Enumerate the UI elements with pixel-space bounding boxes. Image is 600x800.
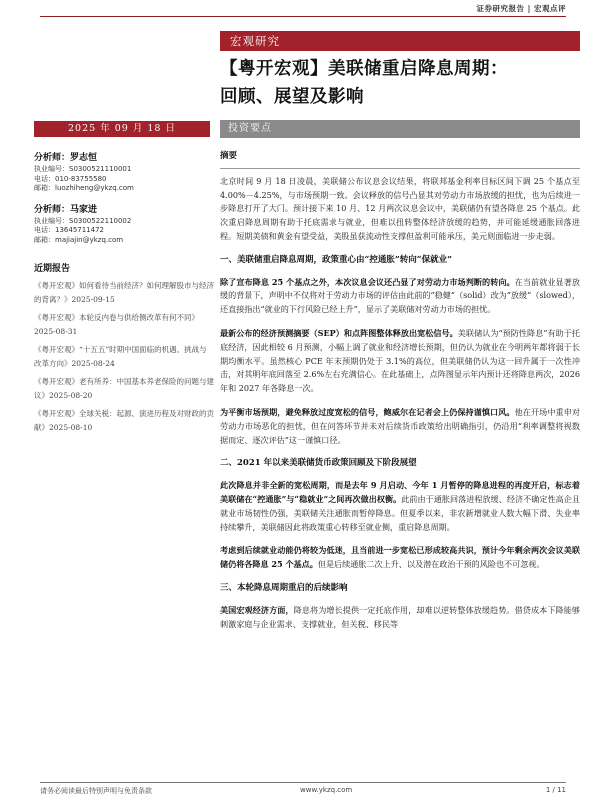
report-date: 2025 年 09 月 18 日	[34, 121, 210, 137]
header-divider	[40, 16, 566, 17]
body-paragraph	[220, 479, 580, 534]
paragraph-text: 美联储认为“预防性降息”有助于托底经济，因此相较 6 月预测，小幅上调了就业和经济增长预期，但仍认为就业在今明两年都将弱于长期均衡水平。虽然核心 PCE 年末预期仍处于 3.1%的高位，但美联储仍认为这一回升属于一次性冲击，对其明年底回落至 2.6%左右充满信心。在此基础上，点阵图显示年内预计还将降息两次，2026 年和 2027 年各降息一次。	[220, 327, 581, 394]
paragraph-text: 此前由于通胀回落进程放缓、经济不确定性高企且就业市场韧性仍强，美联储关注通胀而暂停降息。但夏季以来，非农新增就业人数大幅下滑、失业率持续攀升，美联储因此将政策重心转移至就业侧，重启降息周期。	[220, 493, 580, 532]
recent-report-link[interactable]: 《粤开宏观》如何看待当前经济？如何理解股市与经济的背离？》2025-09-15	[34, 281, 214, 304]
body-paragraph	[220, 604, 580, 632]
title-block	[220, 31, 580, 111]
page-footer	[40, 782, 566, 796]
main-content	[220, 150, 580, 641]
recent-reports-heading: 近期报告	[34, 264, 71, 274]
sidebar	[34, 150, 214, 439]
key-point: 除了宣布降息 25 个基点之外，本次议息会议还凸显了对劳动力市场判断的转向。	[220, 276, 515, 287]
analyst-card	[34, 150, 214, 194]
paragraph-text: 他在开场中重申对劳动力市场恶化的担忧，但在问答环节并未对后续货币政策给出明确指引，仍沿用“利率调整将视数据而定、逐次评估”这一谨慎口径。	[220, 406, 580, 445]
disclaimer-note: 请务必阅读最后特别声明与免责条款	[40, 787, 152, 795]
analyst-email[interactable]: 邮箱：luozhiheng@ykzq.com	[34, 184, 134, 192]
recent-report-link[interactable]: 《粤开宏观》“十五五”时期中国面临的机遇、挑战与改革方向》2025-08-24	[34, 345, 207, 368]
recent-report-link[interactable]: 《粤开宏观》全球关税：起源、演进历程及对财政的贡献》2025-08-10	[34, 409, 214, 432]
category-bar: 宏观研究	[220, 31, 580, 51]
analyst-cert: 执业编号：S0300522110002	[34, 216, 132, 225]
key-point: 考虑到后续就业动能仍将较为低迷，且当前进一步宽松已形成较高共识，预计今年剩余两次会议美联储仍将各降息 25 个基点。	[220, 545, 580, 570]
paragraph-text: 在当前就业显著放缓的背景下，声明中不仅将对于劳动力市场的评估由此前的“稳健”（solid）改为“放缓”（slowed），还直接指出“就业的下行风险已经上升”，显示了美联储对劳动力市场的担忧。	[220, 276, 580, 315]
paragraph-text: 降息将为增长提供一定托底作用，却难以逆转整体放缓趋势。借贷成本下降能够刺激家庭与企业需求、支撑就业，但关税、移民等	[220, 604, 580, 629]
summary-divider	[220, 168, 580, 169]
summary-heading: 摘要	[220, 151, 238, 161]
analyst-label: 分析师：	[34, 153, 71, 163]
body-paragraph	[220, 544, 580, 572]
website-link[interactable]: www.ykzq.com	[300, 786, 353, 794]
body-paragraph	[220, 276, 580, 317]
analyst-phone: 电话：13645711472	[34, 226, 104, 234]
recent-report-link[interactable]: 《粤开宏观》本轮反内卷与供给侧改革有何不同》2025-08-31	[34, 313, 199, 336]
section-bar-highlights: 投资要点	[220, 120, 580, 138]
title-line-1: 【粤开宏观】美联储重启降息周期：	[220, 59, 508, 79]
body-paragraph	[220, 406, 580, 447]
title-line-2: 回顾、展望及影响	[220, 87, 364, 107]
analyst-email[interactable]: 邮箱：majiajin@ykzq.com	[34, 235, 124, 244]
section-heading-3: 三、本轮降息周期重启的后续影响	[220, 582, 348, 593]
analyst-phone: 电话：010-83755580	[34, 174, 107, 183]
summary-paragraph: 北京时间 9 月 18 日凌晨，美联储公布议息会议结果，将联邦基金利率目标区间下调 25 个基点至 4.00%－4.25%，与市场预期一致。会议释放的信号凸显其对劳动力市场放缓的担忧，也为后续进一步降息打开了大门。预计接下来 10 月、12 月两次议息会议中，美联储仍有望各降息 25 个基点。此次重启降息周期有助于托底需求与就业，但难以扭转整体经济放缓的趋势，并可能延缓通胀回落进程。短期美债和黄金有望受益，美股虽获流动性支撑但盈利可能承压，美元则面临进一步走弱。	[220, 175, 580, 241]
page-header	[0, 0, 600, 20]
recent-report-link[interactable]: 《粤开宏观》老有所养：中国基本养老保险的问题与建议》2025-08-20	[34, 377, 214, 400]
analyst-label: 分析师：	[34, 204, 71, 215]
header-text: 证券研究报告 | 宏观点评	[476, 4, 566, 13]
section-heading-2: 二、2021 年以来美联储货币政策回顾及下阶段展望	[220, 458, 417, 469]
analyst-cert: 执业编号：S0300521110001	[34, 165, 132, 173]
analyst-name: 马家进	[70, 204, 98, 215]
analyst-name: 罗志恒	[70, 153, 98, 163]
key-point: 最新公布的经济预测摘要（SEP）和点阵图整体释放出宽松信号。	[220, 327, 458, 338]
body-paragraph	[220, 327, 580, 396]
key-point: 为平衡市场预期，避免释放过度宽松的信号，鲍威尔在记者会上仍保持谨慎口风。	[220, 406, 515, 417]
section-heading-1: 一、美联储重启降息周期，政策重心由“控通胀”转向“保就业”	[220, 254, 453, 265]
paragraph-text: 但是后续通胀二次上升、以及潜在政治干预的风险也不可忽视。	[317, 559, 545, 570]
key-point: 美国宏观经济方面，	[220, 604, 294, 615]
key-point: 此次降息并非全新的宽松周期，而是去年 9 月启动、今年 1 月暂停的降息进程的再度开启，标志着美联储在“控通胀”与“稳就业”之间再次做出权衡。	[220, 480, 580, 504]
report-title	[220, 55, 580, 111]
analyst-card	[34, 202, 214, 246]
page-number: 1 / 11	[545, 786, 566, 794]
